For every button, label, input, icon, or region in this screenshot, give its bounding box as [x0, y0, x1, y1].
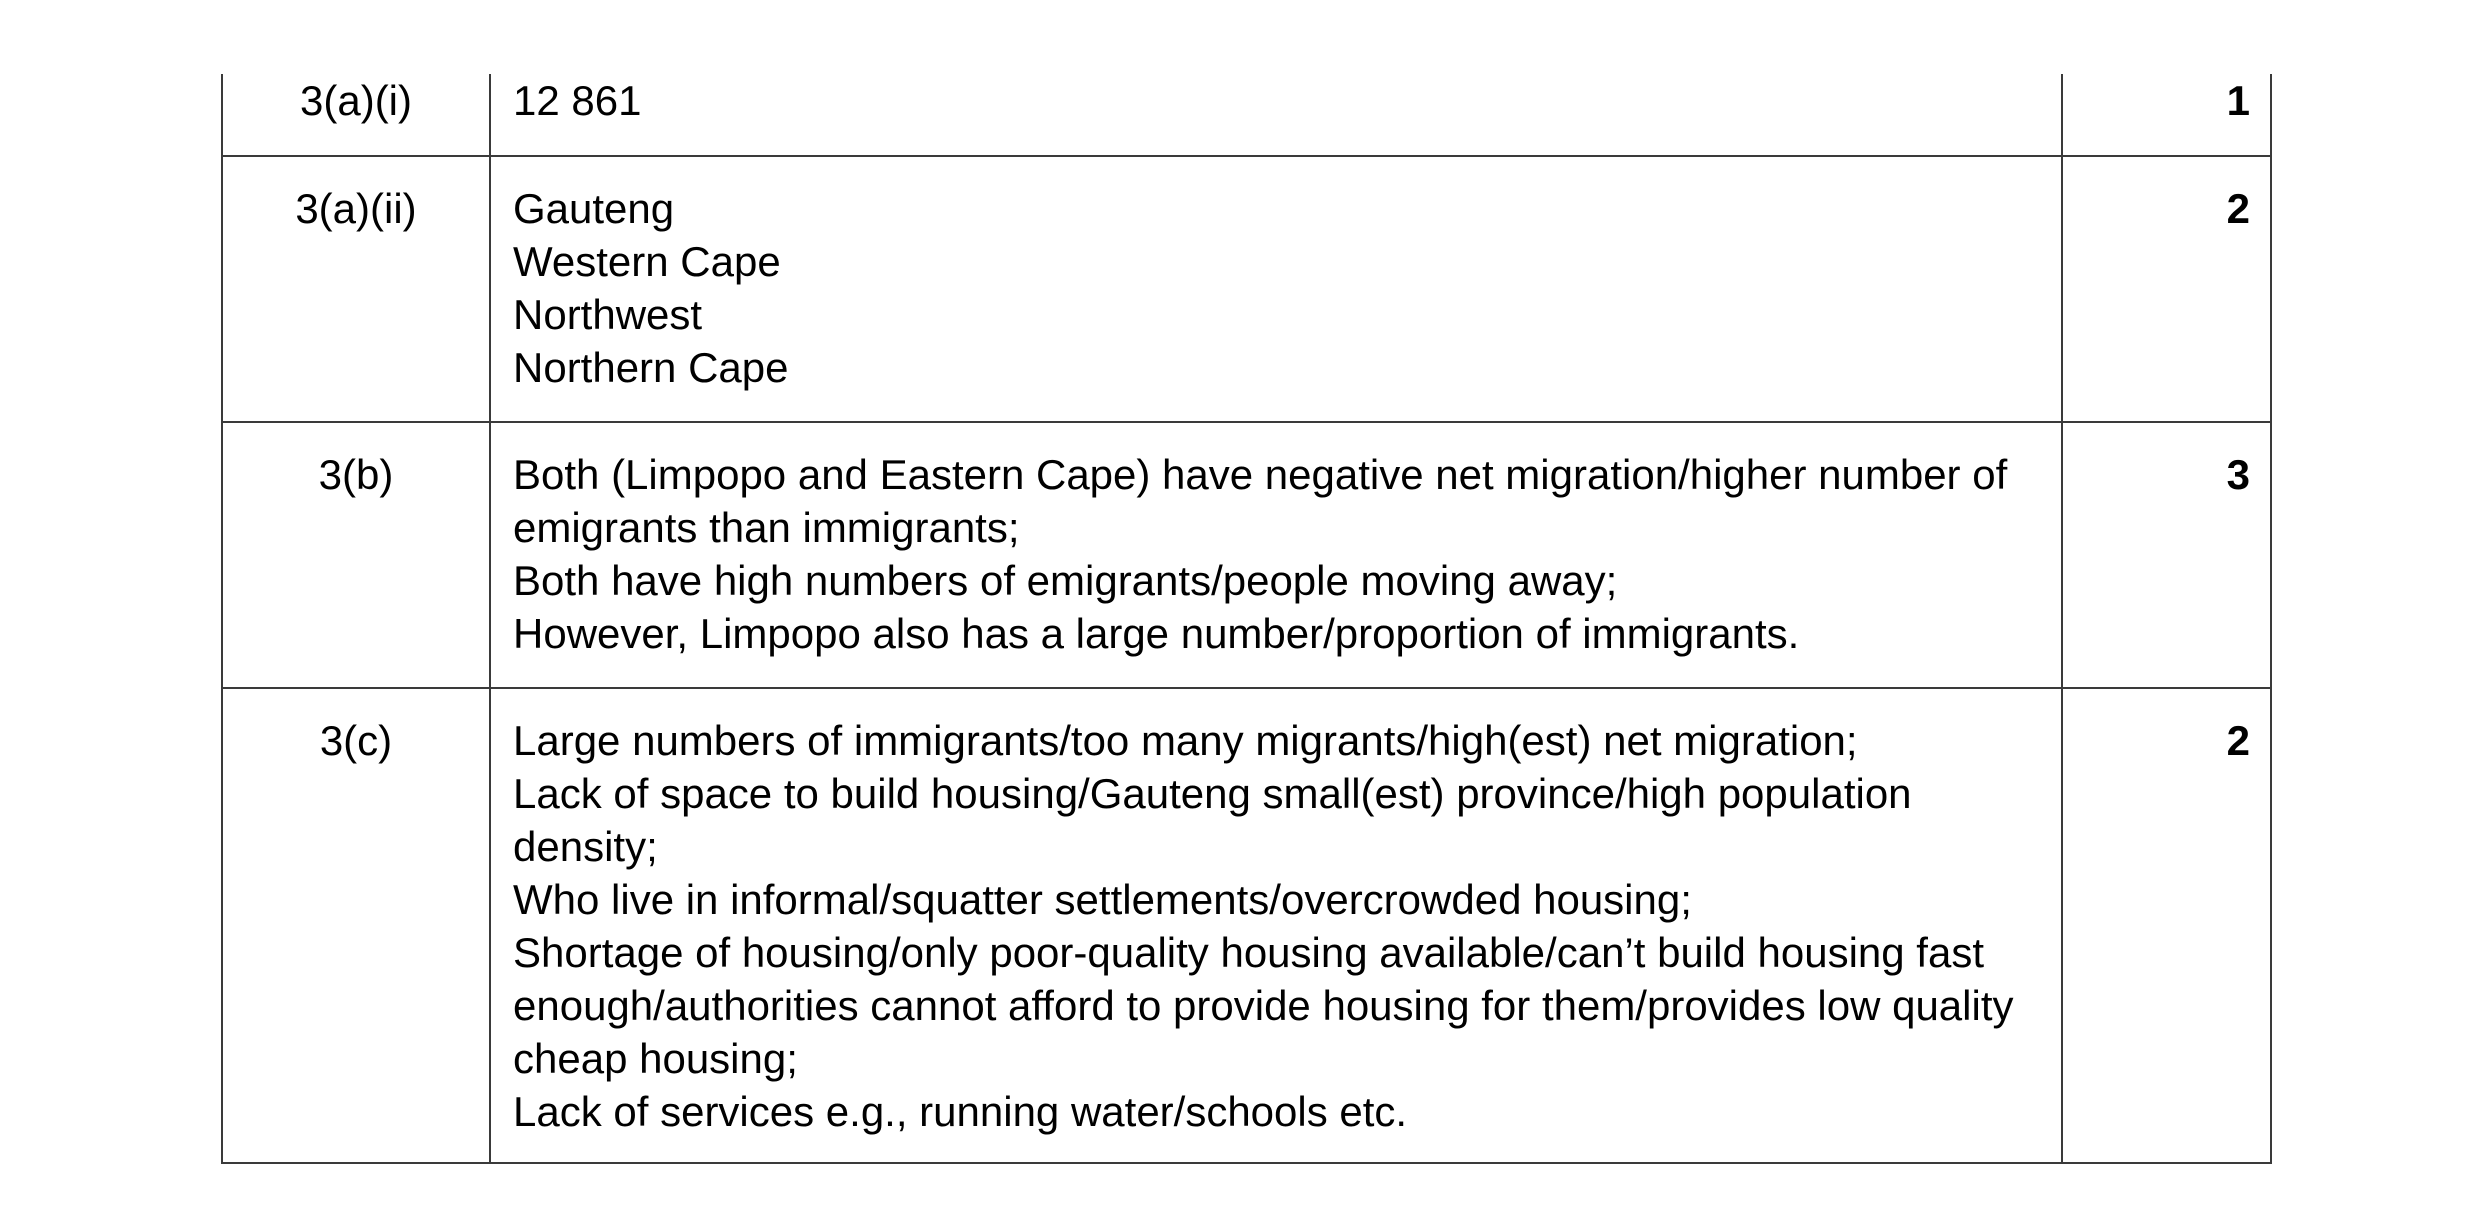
question-number: 3(c) — [222, 688, 490, 1163]
mark-scheme-table — [221, 74, 2272, 1164]
marks-cell: 2 — [2062, 156, 2271, 422]
answer-line: Lack of space to build housing/Gauteng small(est) province/high population density; — [513, 770, 1924, 870]
marks-cell: 2 — [2062, 688, 2271, 1163]
table-row — [222, 74, 2271, 156]
answer-cell — [490, 156, 2062, 422]
question-number: 3(a)(ii) — [222, 156, 490, 422]
answer-line: However, Limpopo also has a large number/proportion of immigrants. — [513, 610, 1800, 657]
answer-line: Northern Cape — [513, 344, 789, 391]
answer-line: Gauteng — [513, 185, 675, 232]
answer-line: Both have high numbers of emigrants/people moving away; — [513, 557, 1618, 604]
answer-cell — [490, 74, 2062, 156]
answer-line: Lack of services e.g., running water/schools etc. — [513, 1088, 1408, 1135]
question-number: 3(b) — [222, 422, 490, 688]
answer-line: Large numbers of immigrants/too many migrants/high(est) net migration; — [513, 717, 1858, 764]
marks-cell: 1 — [2062, 74, 2271, 156]
answer-cell — [490, 422, 2062, 688]
table-row — [222, 422, 2271, 688]
answer-line: Northwest — [513, 291, 703, 338]
answer-cell — [490, 688, 2062, 1163]
table-row — [222, 156, 2271, 422]
answer-line: Who live in informal/squatter settlements/overcrowded housing; — [513, 876, 1692, 923]
marks-cell: 3 — [2062, 422, 2271, 688]
answer-line: Western Cape — [513, 238, 781, 285]
question-number: 3(a)(i) — [222, 74, 490, 156]
answer-line: Shortage of housing/only poor-quality housing available/can’t build housing fast enough/authorities cannot afford to provide housing for them/provides low quality cheap housing; — [513, 929, 2026, 1082]
answer-line: Both (Limpopo and Eastern Cape) have negative net migration/higher number of emigrants than immigrants; — [513, 451, 2019, 551]
table-row — [222, 688, 2271, 1163]
answer-line: 12 861 — [513, 77, 642, 124]
